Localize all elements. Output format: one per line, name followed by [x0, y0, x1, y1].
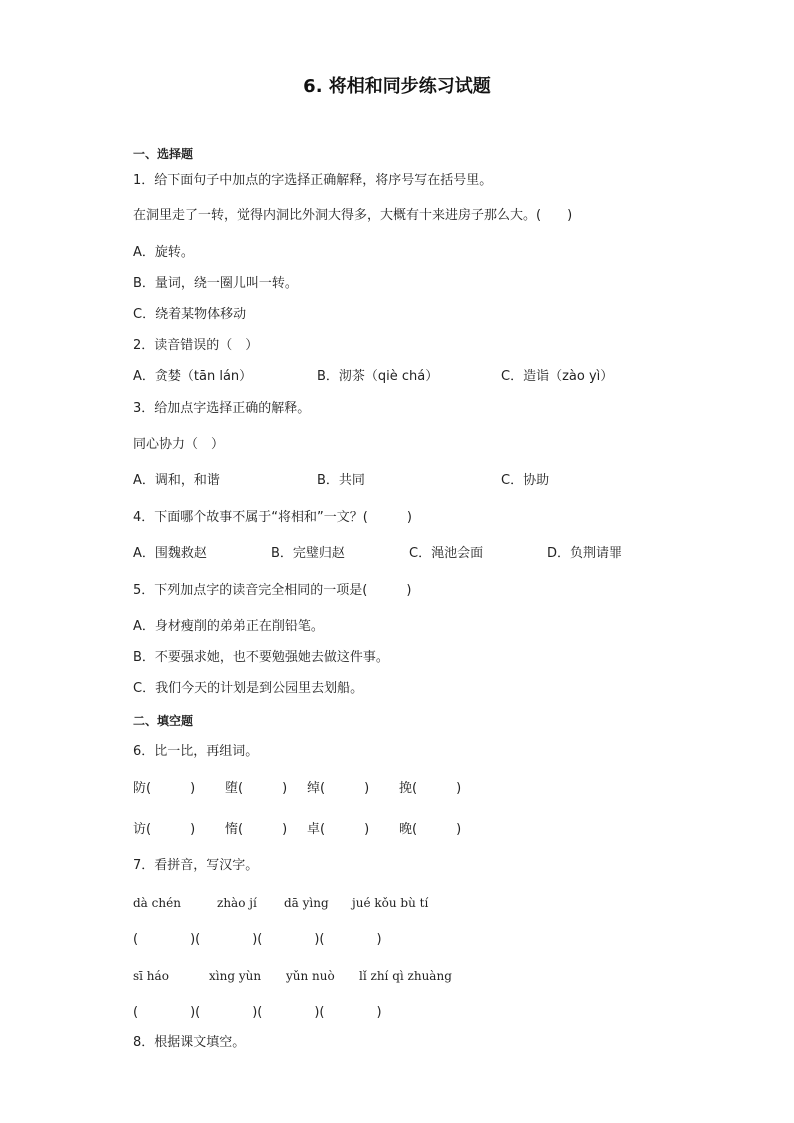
question-2-option-c: C．造诣（zào yì）: [501, 369, 614, 384]
question-6-blank[interactable]: 绰( ): [307, 781, 370, 796]
question-7-stem: 7．看拼音，写汉字。: [133, 858, 259, 873]
question-3-option-a: A．调和，和谐: [133, 473, 220, 488]
question-4-option-b: B．完璧归赵: [271, 546, 345, 561]
question-1-option-c: C．绕着某物体移动: [133, 307, 247, 322]
question-4-option-d: D．负荆请罪: [547, 546, 623, 561]
pinyin-label: lǐ zhí qì zhuàng: [359, 969, 452, 983]
question-4-option-a: A．围魏救赵: [133, 546, 207, 561]
question-2-stem: 2．读音错误的（ ）: [133, 338, 259, 353]
pinyin-label: sī háo: [133, 969, 169, 983]
question-6-blank[interactable]: 堕( ): [225, 781, 288, 796]
section-heading-fill: 二、填空题: [133, 714, 194, 728]
pinyin-label: jué kǒu bù tí: [352, 896, 429, 910]
question-3-option-b: B．共同: [317, 473, 365, 488]
question-3-stem: 3．给加点字选择正确的解释。: [133, 401, 311, 416]
question-5-option-a: A．身材瘦削的弟弟正在削铅笔。: [133, 619, 324, 634]
pinyin-label: zhào jí: [217, 896, 257, 910]
question-6-blank[interactable]: 晚( ): [399, 822, 462, 837]
question-6-blank[interactable]: 惰( ): [225, 822, 288, 837]
question-3-option-c: C．协助: [501, 473, 550, 488]
pinyin-label: xìng yùn: [209, 969, 262, 983]
question-1-stem: 1．给下面句子中加点的字选择正确解释，将序号写在括号里。: [133, 173, 493, 188]
question-6-blank[interactable]: 卓( ): [307, 822, 370, 837]
pinyin-label: dā yìng: [284, 896, 329, 910]
pinyin-label: yǔn nuò: [286, 969, 335, 983]
question-6-blank[interactable]: 访( ): [133, 822, 196, 837]
question-5-option-b: B．不要强求她，也不要勉强她去做这件事。: [133, 650, 389, 665]
section-heading-choice: 一、选择题: [133, 147, 194, 161]
question-1-option-a: A．旋转。: [133, 245, 194, 260]
question-2-option-a: A．贪婪（tān lán）: [133, 369, 253, 384]
question-1-option-b: B．量词，绕一圈儿叫一转。: [133, 276, 298, 291]
question-6-stem: 6．比一比，再组词。: [133, 744, 259, 759]
question-6-blank[interactable]: 防( ): [133, 781, 196, 796]
question-3-phrase: 同心协力（ ）: [133, 437, 225, 452]
question-5-stem: 5．下列加点字的读音完全相同的一项是( ): [133, 583, 412, 598]
pinyin-label: dà chén: [133, 896, 181, 910]
question-5-option-c: C．我们今天的计划是到公园里去划船。: [133, 681, 364, 696]
question-2-option-b: B．沏茶（qiè chá）: [317, 369, 439, 384]
question-1-sentence: 在洞里走了一转，觉得内洞比外洞大得多，大概有十来进房子那么大。( ): [133, 208, 573, 223]
question-8-stem: 8．根据课文填空。: [133, 1035, 246, 1050]
question-4-option-c: C．渑池会面: [409, 546, 484, 561]
question-6-blank[interactable]: 挽( ): [399, 781, 462, 796]
question-7-blanks[interactable]: ( )( )( )( ): [133, 1005, 382, 1020]
question-7-blanks[interactable]: ( )( )( )( ): [133, 932, 382, 947]
page-title: 6. 将相和同步练习试题: [303, 76, 491, 97]
question-4-stem: 4．下面哪个故事不属于“将相和”一文？( ): [133, 510, 412, 525]
